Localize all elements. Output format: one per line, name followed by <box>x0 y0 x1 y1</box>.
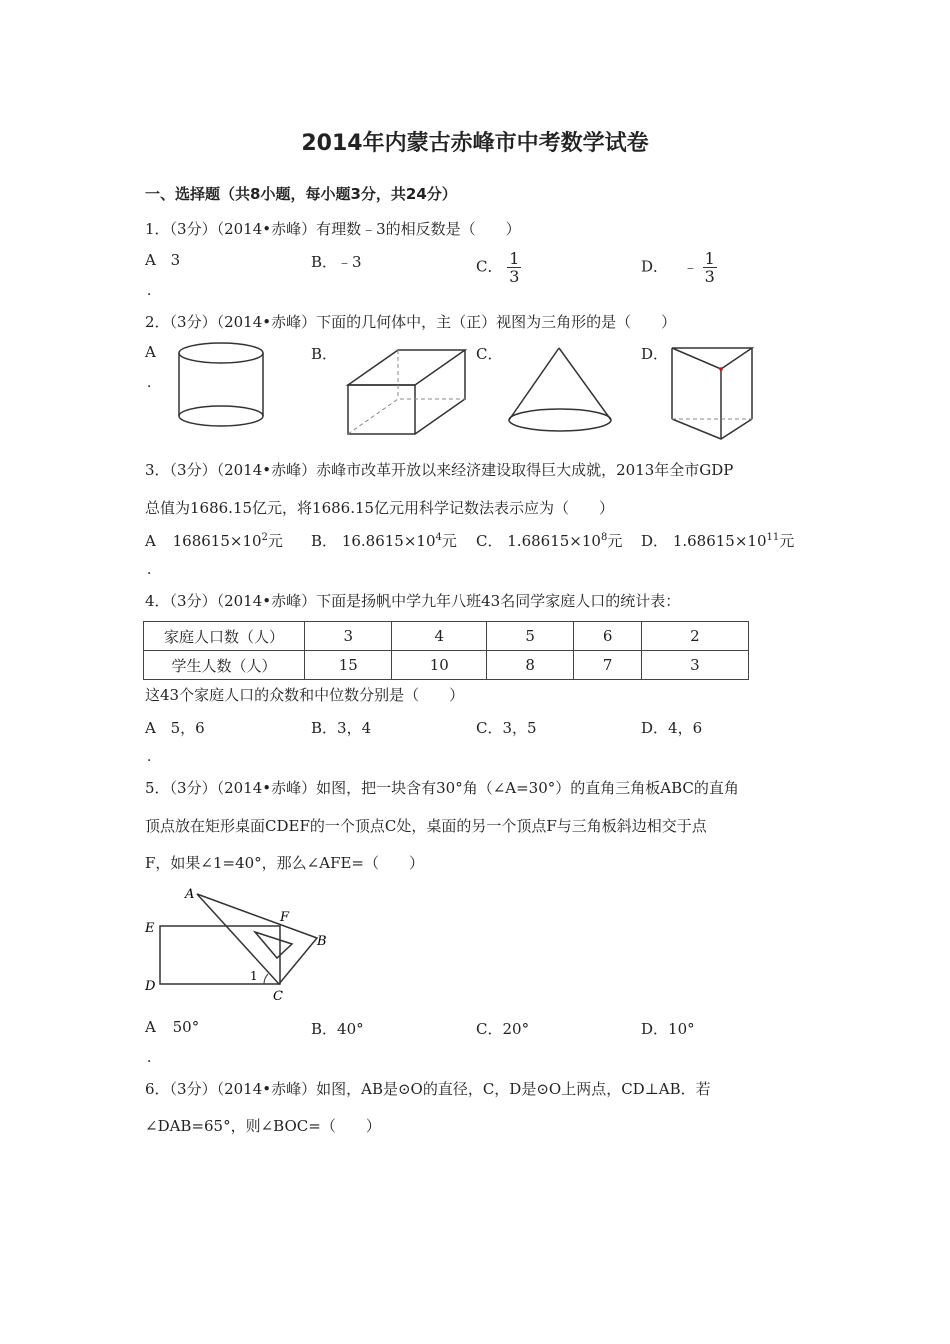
table-row <box>144 651 749 680</box>
option-letter: D． <box>641 532 669 550</box>
triangle-rectangle-figure <box>140 882 340 1007</box>
q3-option-b[interactable]: B． $16.8615\times 10^4$元 <box>311 532 457 550</box>
q5-stem-line3: F，如果∠1=40°，那么∠AFE=（ ） <box>145 854 425 872</box>
option-letter: C． <box>476 532 503 550</box>
label-c: C <box>273 989 283 1004</box>
option-dot: ． <box>147 1050 161 1066</box>
option-letter: C． <box>476 257 503 276</box>
option-dot: ． <box>147 562 161 578</box>
option-letter: D． <box>641 257 669 276</box>
label-angle-1: 1 <box>250 969 258 983</box>
q2-option-b-label[interactable]: B． <box>311 345 338 363</box>
q1-option-d[interactable] <box>641 250 717 285</box>
q4-option-b[interactable]: B．3，4 <box>311 719 372 737</box>
q3-option-a[interactable]: A $168615\times 10^2$元 <box>145 532 283 550</box>
table-cell: 8 <box>487 651 574 680</box>
q4-option-a[interactable] <box>145 717 205 738</box>
q4-question: 这43个家庭人口的众数和中位数分别是（ ） <box>145 686 465 704</box>
label-a: A <box>185 887 195 902</box>
label-f: F <box>280 910 290 925</box>
option-text: 50° <box>172 1018 200 1036</box>
table-cell: 10 <box>392 651 487 680</box>
q2-stem: 2．（3分）（2014•赤峰）下面的几何体中，主（正）视图为三角形的是（ ） <box>145 313 677 331</box>
fraction: $\frac{1}{3}$ <box>509 249 520 286</box>
q2-option-d-label[interactable]: D． <box>641 345 669 363</box>
fraction: $\frac{1}{3}$ <box>704 249 715 286</box>
option-dot: ． <box>147 749 161 765</box>
prism-figure[interactable] <box>668 344 758 444</box>
q1-option-b[interactable]: B．﹣3 <box>311 253 362 271</box>
option-letter: A <box>145 532 156 550</box>
page-title: 2014年内蒙古赤峰市中考数学试卷 <box>301 131 649 156</box>
table-cell: 4 <box>392 622 487 651</box>
table-cell: 6 <box>574 622 642 651</box>
option-text: 3 <box>170 251 181 269</box>
option-letter: A <box>145 1018 156 1036</box>
q3-option-d[interactable]: D． $1.68615\times 10^{11}$元 <box>641 532 795 550</box>
q1-stem: 1．（3分）（2014•赤峰）有理数﹣3的相反数是（ ） <box>145 220 521 238</box>
q6-stem-line2: ∠DAB=65°，则∠BOC=（ ） <box>145 1117 381 1135</box>
cuboid-figure[interactable] <box>340 342 475 442</box>
table-cell: 2 <box>641 622 748 651</box>
table-cell: 3 <box>305 622 392 651</box>
label-b: B <box>317 934 327 949</box>
q5-option-c[interactable]: C．20° <box>476 1020 530 1038</box>
q2-option-c-label[interactable]: C． <box>476 345 503 363</box>
q5-option-a[interactable] <box>145 1018 199 1036</box>
option-text: 5，6 <box>170 719 205 737</box>
q1-option-c[interactable] <box>476 250 521 285</box>
q4-option-c[interactable]: C．3，5 <box>476 719 537 737</box>
option-letter: A <box>145 719 156 737</box>
q6-stem-line1: 6．（3分）（2014•赤峰）如图，AB是⊙O的直径，C，D是⊙O上两点，CD⊥AB．若 <box>145 1080 711 1098</box>
table-header-cell: 学生人数（人） <box>144 651 305 680</box>
table-cell: 3 <box>641 651 748 680</box>
cone-figure[interactable] <box>505 344 617 436</box>
q5-stem-line1: 5．（3分）（2014•赤峰）如图，把一块含有30°角（∠A=30°）的直角三角板ABC的直角 <box>145 779 739 797</box>
section-heading: 一、选择题（共8小题，每小题3分，共24分） <box>145 185 457 203</box>
q5-stem-line2: 顶点放在矩形桌面CDEF的一个顶点C处，桌面的另一个顶点F与三角板斜边相交于点 <box>145 817 707 835</box>
family-size-table <box>143 621 749 680</box>
option-letter: A <box>145 251 156 269</box>
label-d: D <box>145 979 156 994</box>
table-row <box>144 622 749 651</box>
table-cell: 5 <box>487 622 574 651</box>
table-header-cell: 家庭人口数（人） <box>144 622 305 651</box>
table-cell: 15 <box>305 651 392 680</box>
q4-stem: 4．（3分）（2014•赤峰）下面是扬帆中学九年八班43名同学家庭人口的统计表： <box>145 592 681 610</box>
minus-sign: ﹣ <box>682 257 698 276</box>
q3-stem-line1: 3．（3分）（2014•赤峰）赤峰市改革开放以来经济建设取得巨大成就，2013年全市GDP <box>145 461 734 479</box>
q1-option-a[interactable] <box>145 251 180 269</box>
table-cell: 7 <box>574 651 642 680</box>
q4-option-d[interactable]: D．4，6 <box>641 719 703 737</box>
q3-option-c[interactable]: C． $1.68615\times 10^8$元 <box>476 532 623 550</box>
option-dot: ． <box>147 375 161 391</box>
q5-option-b[interactable]: B．40° <box>311 1020 364 1038</box>
cylinder-figure[interactable] <box>178 342 268 432</box>
label-e: E <box>145 921 155 936</box>
q5-option-d[interactable]: D．10° <box>641 1020 695 1038</box>
q2-option-a-label[interactable]: A <box>145 343 156 361</box>
q3-stem-line2: 总值为1686.15亿元，将1686.15亿元用科学记数法表示应为（ ） <box>145 499 615 517</box>
option-dot: ． <box>147 283 161 299</box>
option-letter: B． <box>311 532 338 550</box>
